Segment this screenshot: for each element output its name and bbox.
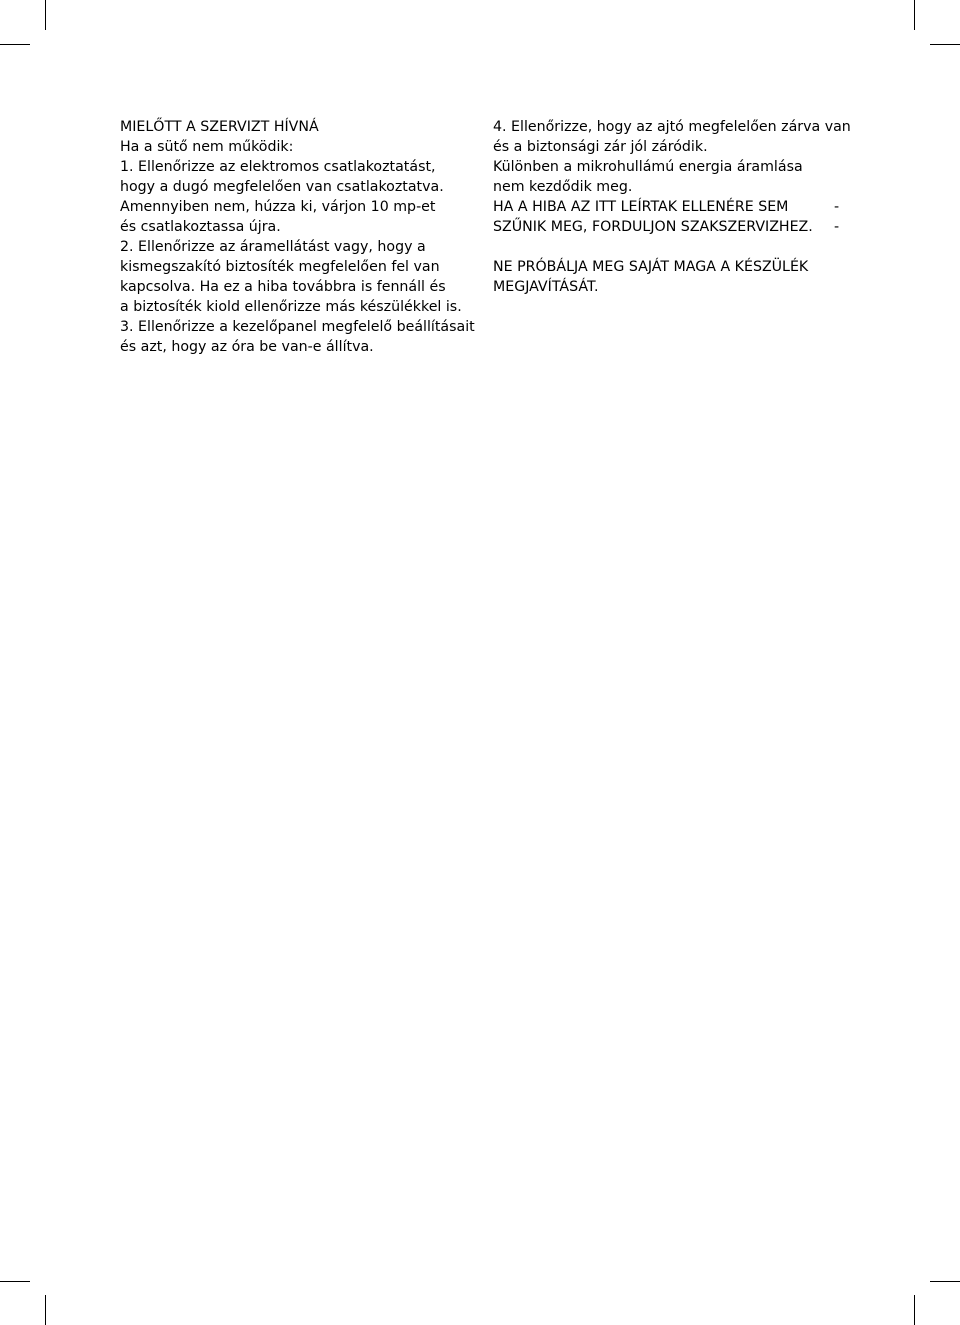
- text-line: a biztosíték kiold ellenőrizze más készülékkel is.: [120, 299, 462, 315]
- service-warning: [493, 197, 845, 217]
- text-line: Ha a sütő nem működik:: [120, 139, 294, 155]
- text-line: Amennyiben nem, húzza ki, várjon 10 mp-et: [120, 199, 436, 215]
- text-line: kapcsolva. Ha ez a hiba továbbra is fennáll és: [120, 279, 446, 295]
- text-line: és azt, hogy az óra be van-e állítva.: [120, 339, 374, 355]
- warning-line: HA A HIBA AZ ITT LEÍRTAK ELLENÉRE SEM: [493, 199, 789, 215]
- crop-mark: [45, 1295, 46, 1325]
- crop-mark: [914, 0, 915, 30]
- warning-dash: -: [834, 199, 840, 215]
- crop-mark: [0, 1281, 30, 1282]
- crop-mark: [45, 0, 46, 30]
- left-column: [120, 117, 475, 357]
- crop-mark: [914, 1295, 915, 1325]
- warning-line: SZŰNIK MEG, FORDULJON SZAKSZERVIZHEZ.: [493, 219, 813, 235]
- crop-mark: [930, 1281, 960, 1282]
- warning-dash: -: [834, 219, 840, 235]
- right-column: [493, 117, 851, 297]
- text-line: 1. Ellenőrizze az elektromos csatlakoztatást,: [120, 159, 436, 175]
- text-line: és csatlakoztassa újra.: [120, 219, 281, 235]
- spacer: [493, 237, 845, 257]
- repair-notice: MEGJAVÍTÁSÁT.: [493, 279, 599, 295]
- repair-notice: NE PRÓBÁLJA MEG SAJÁT MAGA A KÉSZÜLÉK: [493, 259, 809, 275]
- section-heading: MIELŐTT A SZERVIZT HÍVNÁ: [120, 119, 319, 135]
- text-line: kismegszakító biztosíték megfelelően fel van: [120, 259, 440, 275]
- text-line: 3. Ellenőrizze a kezelőpanel megfelelő beállításait: [120, 319, 475, 335]
- text-line: 2. Ellenőrizze az áramellátást vagy, hogy a: [120, 239, 426, 255]
- crop-mark: [0, 44, 30, 45]
- text-line: hogy a dugó megfelelően van csatlakoztatva.: [120, 179, 444, 195]
- text-line: és a biztonsági zár jól záródik.: [493, 139, 708, 155]
- service-warning: [493, 217, 845, 237]
- crop-mark: [930, 44, 960, 45]
- text-line: 4. Ellenőrizze, hogy az ajtó megfelelően zárva van: [493, 119, 851, 135]
- text-line: nem kezdődik meg.: [493, 179, 633, 195]
- text-line: Különben a mikrohullámú energia áramlása: [493, 159, 803, 175]
